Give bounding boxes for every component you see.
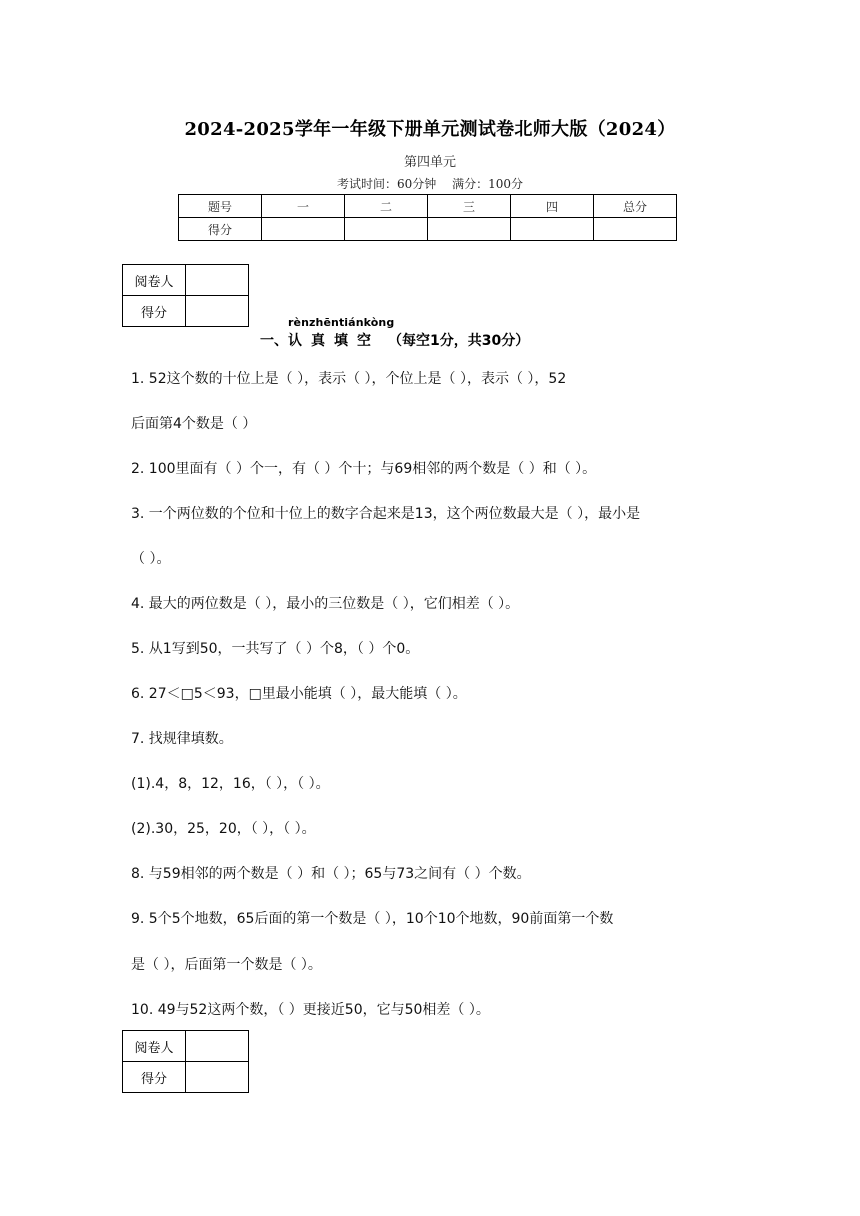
question-line: 5. 从1写到50，一共写了（ ）个8，（ ）个0。 (131, 641, 420, 657)
grader-score-entry (186, 1062, 249, 1093)
score-table-score-row (179, 218, 677, 241)
score-table-cell: 总分 (594, 195, 677, 218)
score-entry-cell (262, 218, 345, 241)
section-title: 认真填空 (288, 333, 380, 349)
score-table-cell: 二 (345, 195, 428, 218)
score-table-cell: 四 (511, 195, 594, 218)
question-line: 6. 27＜□5＜93，□里最小能填（ ），最大能填（ ）。 (131, 686, 467, 702)
grader-score-label: 得分 (123, 296, 186, 327)
grader-box (122, 1030, 249, 1093)
full-score: 满分：100分 (452, 177, 523, 191)
score-table-cell: 得分 (179, 218, 262, 241)
grader-label: 阅卷人 (123, 1031, 186, 1062)
question-line: 7. 找规律填数。 (131, 731, 233, 747)
exam-info (0, 175, 860, 192)
exam-title: 2024-2025学年一年级下册单元测试卷北师大版（2024） (184, 119, 676, 140)
section-number: 一、 (260, 333, 288, 349)
question-line: 是（ ），后面第一个数是（ ）。 (131, 957, 322, 973)
question-line: (2).30，25，20，（ ），（ ）。 (131, 821, 316, 837)
question-line: 3. 一个两位数的个位和十位上的数字合起来是13，这个两位数最大是（ ），最小是 (131, 506, 641, 522)
question-line: 9. 5个5个地数，65后面的第一个数是（ ），10个10个地数，90前面第一个数 (131, 911, 614, 927)
score-table-cell: 一 (262, 195, 345, 218)
score-entry-cell (594, 218, 677, 241)
score-entry-cell (345, 218, 428, 241)
question-line: 2. 100里面有（ ）个一，有（ ）个十；与69相邻的两个数是（ ）和（ ）。 (131, 461, 597, 477)
exam-time: 考试时间：60分钟 (336, 177, 437, 191)
grader-box (122, 264, 249, 327)
question-line: 4. 最大的两位数是（ ），最小的三位数是（ ），它们相差（ ）。 (131, 596, 520, 612)
unit-label: 第四单元 (403, 155, 456, 170)
question-line: 后面第4个数是（ ） (131, 416, 257, 432)
score-table-cell: 三 (428, 195, 511, 218)
score-table-header-row (179, 195, 677, 218)
question-line: (1).4，8，12，16，（ ），（ ）。 (131, 776, 330, 792)
grader-entry (186, 265, 249, 296)
score-table (178, 194, 677, 241)
score-entry-cell (511, 218, 594, 241)
question-line: 1. 52这个数的十位上是（ ），表示（ ），个位上是（ ），表示（ ），52 (131, 371, 567, 387)
section-score-note: （每空1分，共30分） (388, 333, 530, 349)
grader-score-label: 得分 (123, 1062, 186, 1093)
score-table-cell: 题号 (179, 195, 262, 218)
score-entry-cell (428, 218, 511, 241)
grader-score-entry (186, 296, 249, 327)
section-pinyin: rènzhēntiánkòng (288, 316, 395, 329)
grader-entry (186, 1031, 249, 1062)
question-line: 10. 49与52这两个数，（ ）更接近50，它与50相差（ ）。 (131, 1002, 490, 1018)
question-line: 8. 与59相邻的两个数是（ ）和（ ）；65与73之间有（ ）个数。 (131, 866, 531, 882)
grader-label: 阅卷人 (123, 265, 186, 296)
question-line: （ ）。 (131, 551, 171, 567)
